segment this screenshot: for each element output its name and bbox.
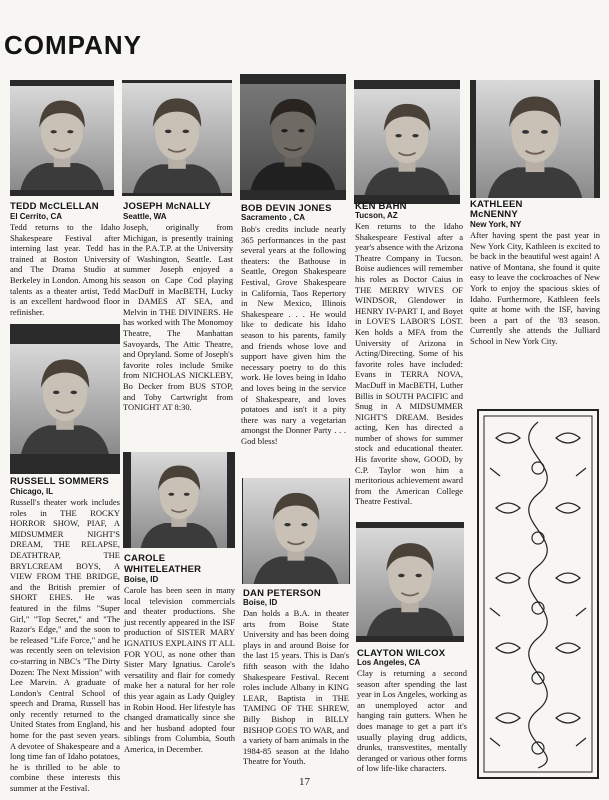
bio-joseph: Joseph, originally from Michigan, is presently training in the P.A.T.P. at the University of Washington, Seattle. Last summer Joseph enjoyed a season on Cape Cod playing MacDuff in MacBETH, Lucky in DAMES AT SEA, and Melvin in THE DIVINERS. He has worked with The Monomoy Theatre, The Manhattan Savoyards, The Attic Theatre, and Opryland. Some of Joseph's favorite roles include Smike from NICHOLAS NICKLEBY, Bo Decker from BUS STOP, and Toby Cartwright from TONIGHT AT 8:30. (123, 222, 233, 413)
portrait-joseph (122, 80, 232, 196)
bio-dan: Dan holds a B.A. in theater arts from Boise State University and has been doing plays in and around Boise for the last 15 years. This is Dan's fifth season with the Idaho Shakespeare Festival. Recent roles include Albany in KING LEAR, Baptista in THE TAMING OF THE SHREW, Billy Bishop in BILLY BISHOP GOES TO WAR, and a variety of barn animals in the 1984-85 season at the Idaho Theatre for Youth. (243, 608, 349, 767)
portrait-russell (10, 324, 120, 474)
bio-ken: Ken returns to the Idaho Shakespeare Festival after a year's absence with the Arizona Theatre Company in Tucson. Boise audiences will remember his roles as Doctor Caius in THE MERRY WIVES OF WINDSOR, Glendower in HENRY IV-PART I, and Boyet in LOVE'S LABOR'S LOST. Ken holds a MFA from the University of Arizona in Acting/Directing. Some of his favorite roles have included: Evans in TERRA NOVA, MacDuff in MacBETH, Luther Billis in SOUTH PACIFIC and Snug in A MIDSUMMER NIGHT'S DREAM. Besides acting, Ken has directed a number of shows for summer stock and educational theater. His favorite show, GOOD, by C.P. Taylor won him a meritorious achievement award from the American College Theatre Festival. (355, 221, 463, 507)
location-dan: Boise, ID (243, 598, 278, 607)
location-carole: Boise, ID (124, 575, 159, 584)
portrait-tedd (10, 80, 114, 196)
page-heading: COMPANY (4, 30, 142, 60)
portrait-image (122, 80, 232, 196)
name-dan: DAN PETERSON (243, 588, 321, 599)
name-ken: KEN BAHN (355, 201, 407, 212)
portrait-image (356, 522, 464, 642)
portrait-kathleen (470, 80, 600, 198)
bio-kathleen: After having spent the past year in New York City, Kathleen is excited to be back in the beautiful west again! A native of Montana, she found it quite easy to leave the cockroaches of New York to enjoy the spacious skies of Idaho. Furthermore, Kathleen feels quite at home with the ISF, having been a part of the '83 season. Currently she attends the Julliard School in New York City. (470, 230, 600, 346)
location-kathleen: New York, NY (470, 220, 522, 229)
portrait-image (242, 478, 350, 584)
location-bob: Sacramento , CA (241, 213, 306, 222)
portrait-carole (123, 452, 235, 548)
portrait-image (240, 74, 346, 200)
bio-tedd: Tedd returns to the Idaho Shakespeare Festival after interning last year. Tedd has trained at Boston University and The Drama Studio at Berkeley in London. Among his talents as a theater artist, Tedd is an excellent hardwood floor refinisher. (10, 222, 120, 317)
ornamental-illustration (476, 408, 600, 780)
name-tedd: TEDD McCLELLAN (10, 201, 99, 212)
bio-clayton: Clay is returning a second season after spending the last year in Los Angeles, working as an unemployed actor and hanging rain gutters. When he does manage to get a part it's usually playing drug addicts, drunks, transvestites, mentally deranged or various other forms of low life-like characters. (357, 668, 467, 774)
name-kathleen-line1: KATHLEEN (470, 199, 523, 210)
bio-carole: Carole has been seen in many local television commercials and theater productions. She just recently appeared in the ISF production of SISTER MARY IGNATIUS EXPLAINS IT ALL FOR YOU, as none other than Sister Mary Ignatius. Carole's versatility and flair for comedy make her a natural for her role this year again as Lady Quigley in Robin Hood. Her lifestyle has changed dramatically since she and her husband adopted four siblings from Columbia, South America, in December. (124, 585, 235, 754)
name-kathleen-line2: McNENNY (470, 209, 518, 220)
location-ken: Tucson, AZ (355, 211, 398, 220)
name-carole-line2: WHITELEATHER (124, 564, 202, 575)
name-clayton: CLAYTON WILCOX (357, 648, 446, 659)
location-tedd: El Cerrito, CA (10, 212, 63, 221)
portrait-image (10, 324, 120, 474)
name-bob: BOB DEVIN JONES (241, 203, 332, 214)
portrait-dan (242, 478, 350, 584)
portrait-image (354, 80, 460, 204)
location-joseph: Seattle, WA (123, 212, 167, 221)
portrait-image (470, 80, 600, 198)
portrait-ken (354, 80, 460, 204)
page-number: 17 (299, 776, 310, 788)
location-clayton: Los Angeles, CA (357, 658, 421, 667)
bio-bob: Bob's credits include nearly 365 performances in the past several years at the following theaters: the Bathouse in Seattle, Oregon Shakespeare Festival, Grove Shakespeare in California, Taos Repertory in New Mexico, Illinois Shakespeare . . . He would like to dedicate his Idaho season to his parents, family and friends whose love and support have given him the necessary poetry to do this work. He loves being in Idaho and loves being in the service of Shakespeare, and loves potatoes and isn't it a pity there was nary a vegetarian amongst the Donner Party . . . God bless! (241, 224, 346, 446)
portrait-image (123, 452, 235, 548)
name-carole-line1: CAROLE (124, 553, 166, 564)
portrait-clayton (356, 522, 464, 642)
name-russell: RUSSELL SOMMERS (10, 476, 109, 487)
portrait-bob (240, 74, 346, 200)
name-joseph: JOSEPH McNALLY (123, 201, 211, 212)
location-russell: Chicago, IL (10, 487, 54, 496)
bio-russell: Russell's theater work includes roles in THE ROCKY HORROR SHOW, PIAF, A MIDSUMMER NIGHT'S DREAM, THE RELAPSE, DEATHTRAP, THE BRYLCREAM BOYS, A VIEW FROM THE BRIDGE, and the British premier of SHORT EHES. He was featured in the films "Super Girl," "Top Secret," and "The Razor's Edge," and the soon to be released "Life Force," and he was recently seen on television co-starring in NBC's "The Dirty Dozen: The Next Mission" with Lee Marvin. A graduate of London's Central School of speech and Drama, Russell has only recently returned to the United States from England, his home for the past seven years. A devotee of Shakespeare and a long time fan of Idaho potatoes, he is thrilled to be able to combine these interests this summer at the Festival. (10, 497, 120, 794)
portrait-image (10, 80, 114, 196)
